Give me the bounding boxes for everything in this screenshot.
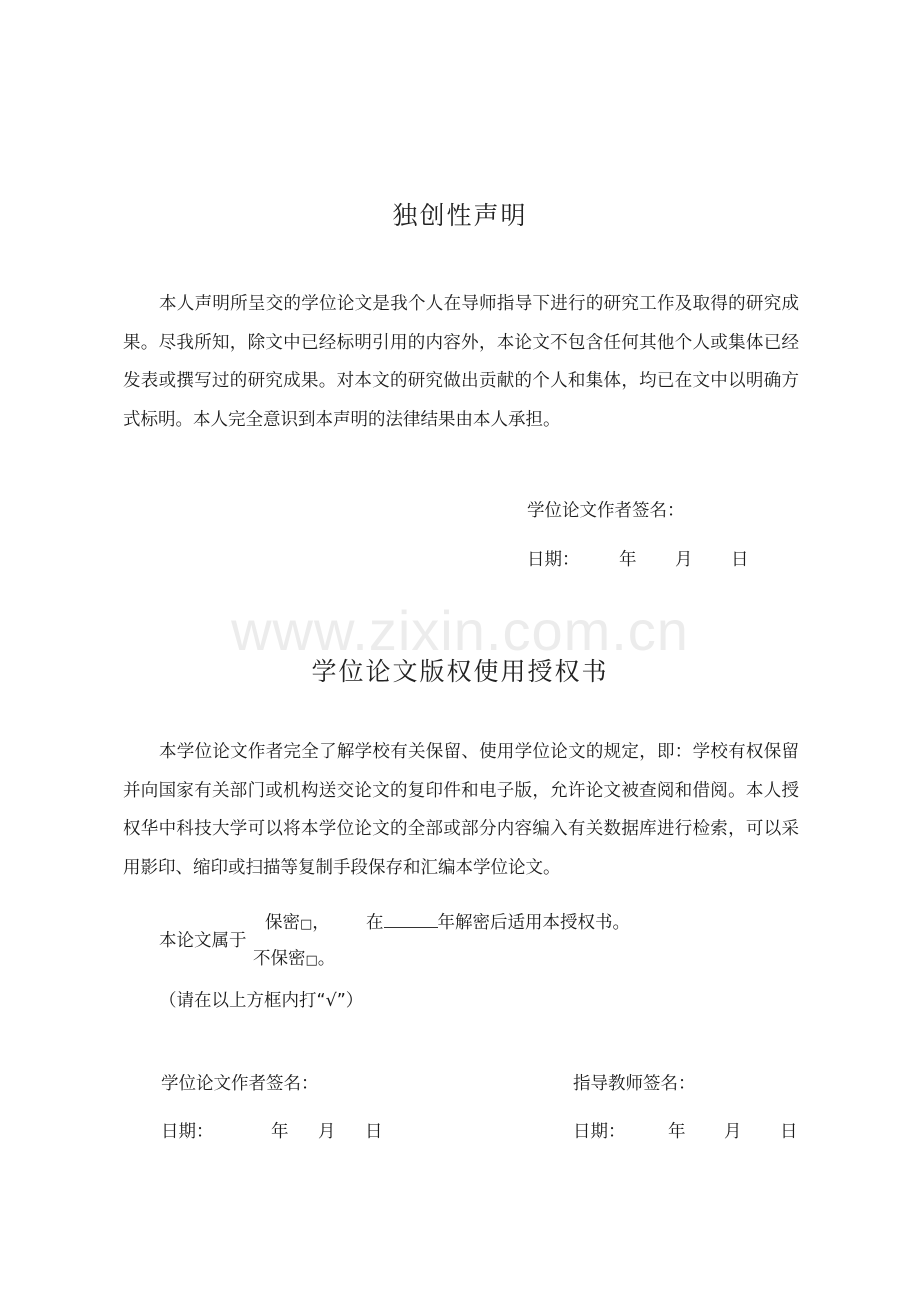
- author-month-label: 月: [318, 1122, 336, 1142]
- advisor-year-label: 年: [668, 1122, 686, 1142]
- secret-checkbox[interactable]: □: [300, 917, 313, 932]
- secret-label: 保密: [265, 913, 300, 933]
- checkbox-note: （请在以上方框内打“√”）: [159, 991, 364, 1011]
- declaration-title: 独创性声明: [392, 201, 528, 230]
- author-date-label: 日期：: [161, 1122, 214, 1142]
- declaration-date-label: 日期：: [527, 550, 580, 570]
- declaration-year-label: 年: [619, 550, 637, 570]
- decrypt-clause: [366, 909, 630, 934]
- declaration-body: 本人声明所呈交的学位论文是我个人在导师指导下进行的研究工作及取得的研究成果。尽我所知，除文中已经标明引用的内容外，本论文不包含任何其他个人或集体已经发表或撰写过的研究成果。对本文的研究做出贡献的个人和集体，均已在文中以明确方式标明。本人完全意识到本声明的法律结果由本人承担。: [123, 294, 799, 430]
- in-label: 在: [366, 913, 384, 933]
- not-secret-suffix: 。: [317, 949, 336, 969]
- secret-suffix: ，: [312, 913, 330, 933]
- not-secret-option: [253, 945, 335, 970]
- decrypt-year-blank[interactable]: [384, 913, 438, 928]
- authorization-title: 学位论文版权使用授权书: [311, 657, 609, 686]
- advisor-signature-label: 指导教师签名：: [573, 1074, 696, 1094]
- author-day-label: 日: [365, 1122, 383, 1142]
- author-year-label: 年: [271, 1122, 289, 1142]
- watermark: www.zixin.com.cn: [231, 599, 689, 662]
- advisor-month-label: 月: [724, 1122, 742, 1142]
- declaration-month-label: 月: [675, 550, 693, 570]
- declaration-day-label: 日: [731, 550, 749, 570]
- authorization-body: 本学位论文作者完全了解学校有关保留、使用学位论文的规定，即：学校有权保留并向国家有关部门或机构送交论文的复印件和电子版，允许论文被查阅和借阅。本人授权华中科技大学可以将本学位论文的全部或部分内容编入有关数据库进行检索，可以采用影印、缩印或扫描等复制手段保存和汇编本学位论文。: [123, 742, 799, 878]
- advisor-date-label: 日期：: [573, 1122, 626, 1142]
- decrypt-text: 年解密后适用本授权书。: [437, 913, 630, 933]
- advisor-day-label: 日: [780, 1122, 798, 1142]
- secret-option: [265, 909, 330, 934]
- not-secret-checkbox[interactable]: □: [305, 953, 318, 968]
- belongs-label: 本论文属于: [159, 931, 247, 951]
- declaration-signature-label: 学位论文作者签名：: [527, 501, 685, 521]
- not-secret-label: 不保密: [253, 949, 306, 969]
- author-signature-label: 学位论文作者签名：: [161, 1074, 319, 1094]
